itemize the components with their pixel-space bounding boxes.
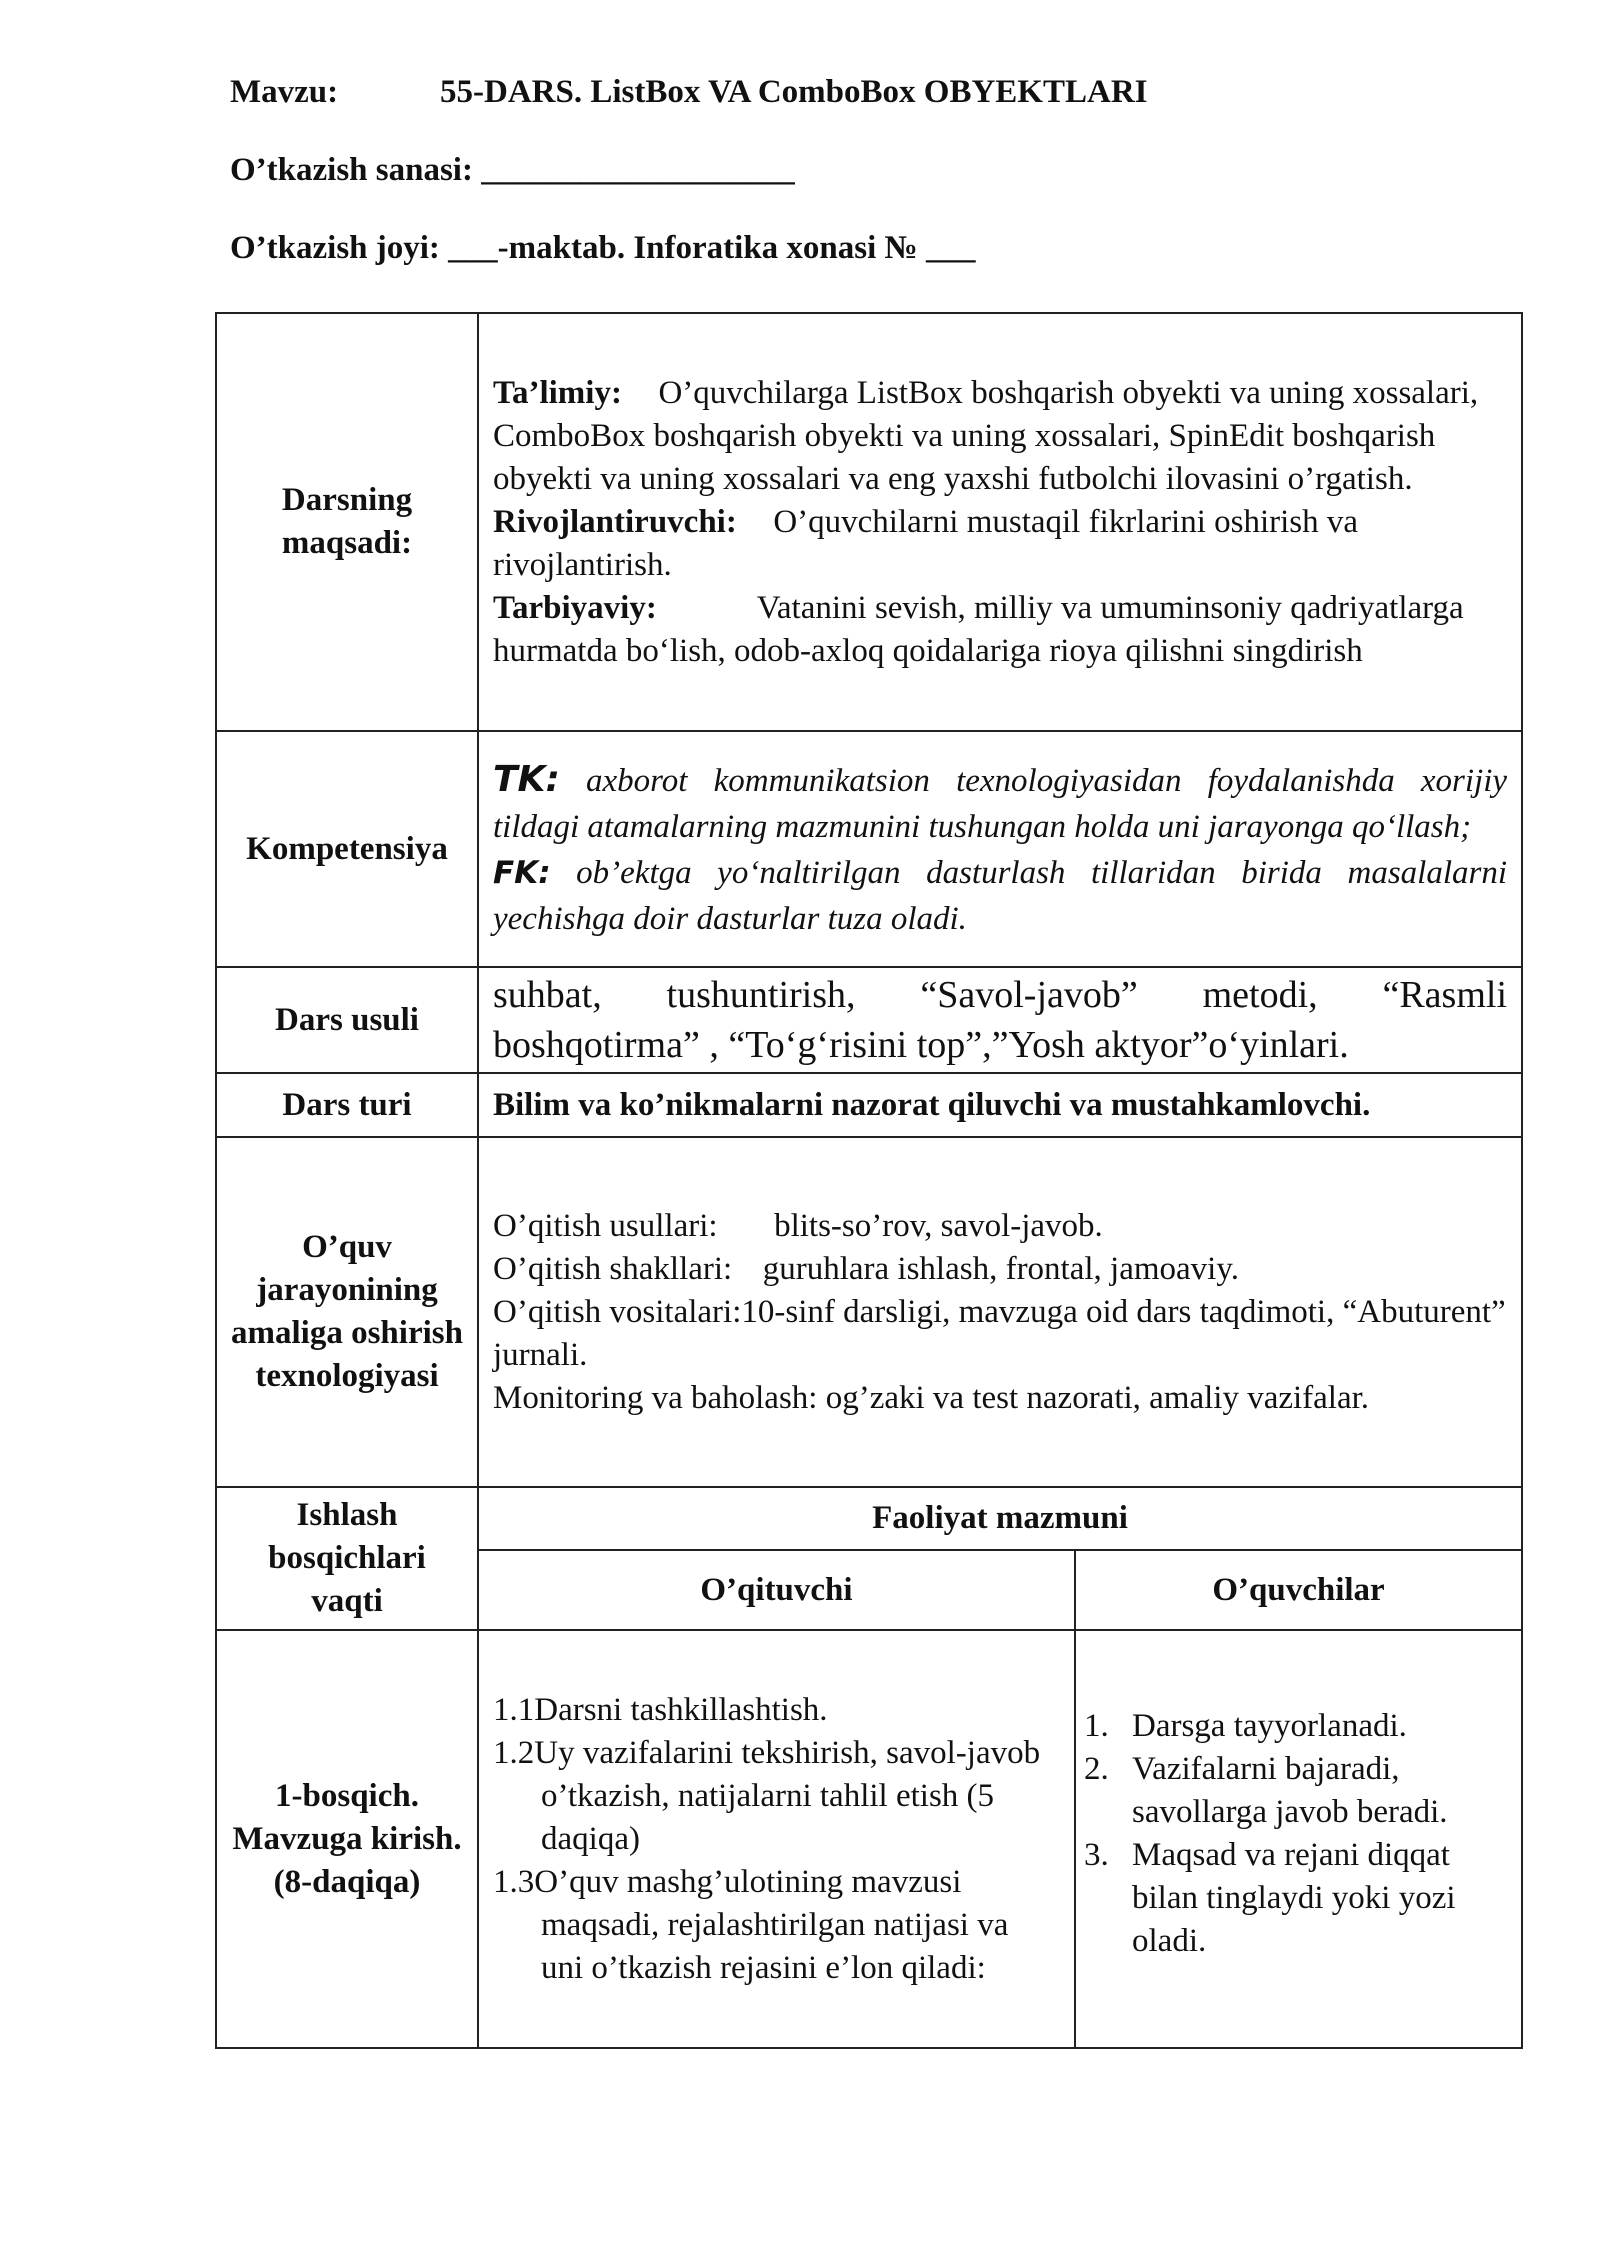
method-label: Dars usuli bbox=[216, 967, 478, 1073]
type-content: Bilim va ko’nikmalarni nazorat qiluvchi va mustahkamlovchi. bbox=[478, 1073, 1522, 1137]
stage-1-teacher bbox=[478, 1630, 1075, 2048]
educational-goal-label: Ta’limiy: bbox=[493, 374, 622, 411]
educational-goal-text: O’quvchilarga ListBox boshqarish obyekti va uning xossalari, ComboBox boshqarish obyekti va uning xossalari, SpinEdit boshqarish obyekti va uning xossalari va eng yaxshi futbolchi ilovasini o’rgatish. bbox=[493, 374, 1479, 497]
method-line-2: boshqotirma” , “To‘g‘risini top”,”Yosh aktyor”o‘yinlari. bbox=[493, 1024, 1349, 1066]
stage-time-label: Ishlash bosqichlari vaqti bbox=[216, 1487, 478, 1630]
topic-title: 55-DARS. ListBox VA ComboBox OBYEKTLARI bbox=[440, 74, 1148, 110]
row-stage-1 bbox=[216, 1630, 1522, 2048]
upbringing-goal-text: Vatanini sevish, milliy va umuminsoniy qadriyatlarga hurmatda bo‘lish, odob-axloq qoidalariga rioya qilishni singdirish bbox=[493, 589, 1464, 669]
goals-content bbox=[478, 313, 1522, 731]
student-item: 3. Maqsad va rejani diqqat bilan tinglaydi yoki yozi oladi. bbox=[1084, 1837, 1456, 1959]
date-label: O’tkazish sanasi: bbox=[230, 152, 473, 188]
activity-content-label: Faoliyat mazmuni bbox=[478, 1487, 1522, 1550]
topic-line bbox=[230, 72, 1148, 112]
technology-label: O’quv jarayonining amaliga oshirish texnologiyasi bbox=[216, 1137, 478, 1487]
developmental-goal-text: O’quvchilarni mustaqil fikrlarini oshirish va rivojlantirish. bbox=[493, 503, 1359, 583]
fk-label: FK: bbox=[493, 854, 551, 891]
stage-1-label: 1-bosqich. Mavzuga kirish. (8-daqiqa) bbox=[216, 1630, 478, 2048]
teacher-item: 1.2Uy vazifalarini tekshirish, savol-javob o’tkazish, natijalarni tahlil etish (5 daqiqa) bbox=[493, 1734, 1041, 1857]
method-line-1: suhbat, tushuntirish, “Savol-javob” metodi, “Rasmli bbox=[493, 974, 1508, 1016]
lesson-plan-table bbox=[215, 312, 1523, 2049]
student-item: 2. Vazifalarni bajaradi, savollarga javob beradi. bbox=[1084, 1751, 1448, 1830]
tk-text: axborot kommunikatsion texnologiyasidan foydalanishda xorijiy tildagi atamalarning mazmunini tushungan holda uni jarayonga qo‘llash; bbox=[493, 762, 1508, 845]
row-technology bbox=[216, 1137, 1522, 1487]
methods-value: blits-so’rov, savol-javob. bbox=[774, 1207, 1103, 1244]
date-line bbox=[230, 150, 795, 190]
student-item: 1. Darsga tayyorlanadi. bbox=[1084, 1708, 1407, 1744]
technology-content bbox=[478, 1137, 1522, 1487]
teacher-column-label: O’qituvchi bbox=[478, 1550, 1075, 1630]
row-activity-header bbox=[216, 1487, 1522, 1550]
type-label: Dars turi bbox=[216, 1073, 478, 1137]
fk-text: ob’ektga yo‘naltirilgan dasturlash tillaridan birida masalalarni yechishga doir dasturlar tuza oladi. bbox=[493, 854, 1508, 937]
forms-label: O’qitish shakllari: bbox=[493, 1250, 733, 1287]
competence-content bbox=[478, 731, 1522, 967]
topic-label: Mavzu: bbox=[230, 74, 339, 110]
row-type bbox=[216, 1073, 1522, 1137]
upbringing-goal-label: Tarbiyaviy: bbox=[493, 589, 657, 626]
forms-value: guruhlara ishlash, frontal, jamoaviy. bbox=[762, 1250, 1239, 1287]
students-column-label: O’quvchilar bbox=[1075, 1550, 1522, 1630]
row-method bbox=[216, 967, 1522, 1073]
methods-label: O’qitish usullari: bbox=[493, 1207, 718, 1244]
goals-label: Darsning maqsadi: bbox=[216, 313, 478, 731]
competence-label: Kompetensiya bbox=[216, 731, 478, 967]
tk-label: TK: bbox=[493, 758, 560, 800]
developmental-goal-label: Rivojlantiruvchi: bbox=[493, 503, 737, 540]
tools-text: O’qitish vositalari:10-sinf darsligi, mavzuga oid dars taqdimoti, “Abuturent” jurnali. bbox=[493, 1293, 1506, 1373]
monitoring-value: og’zaki va test nazorati, amaliy vazifalar. bbox=[825, 1379, 1370, 1416]
row-goals bbox=[216, 313, 1522, 731]
stage-1-students bbox=[1075, 1630, 1522, 2048]
date-blank: ___________________ bbox=[481, 152, 795, 188]
method-content bbox=[478, 967, 1522, 1073]
row-competence bbox=[216, 731, 1522, 967]
teacher-item: 1.1Darsni tashkillashtish. bbox=[493, 1691, 828, 1728]
teacher-item: 1.3O’quv mashg’ulotining mavzusi maqsadi, rejalashtirilgan natijasi va uni o’tkazish rejasini e’lon qiladi: bbox=[493, 1863, 1009, 1986]
place-line: O’tkazish joyi: ___-maktab. Inforatika xonasi № ___ bbox=[230, 230, 976, 266]
monitoring-label: Monitoring va baholash: bbox=[493, 1379, 818, 1416]
